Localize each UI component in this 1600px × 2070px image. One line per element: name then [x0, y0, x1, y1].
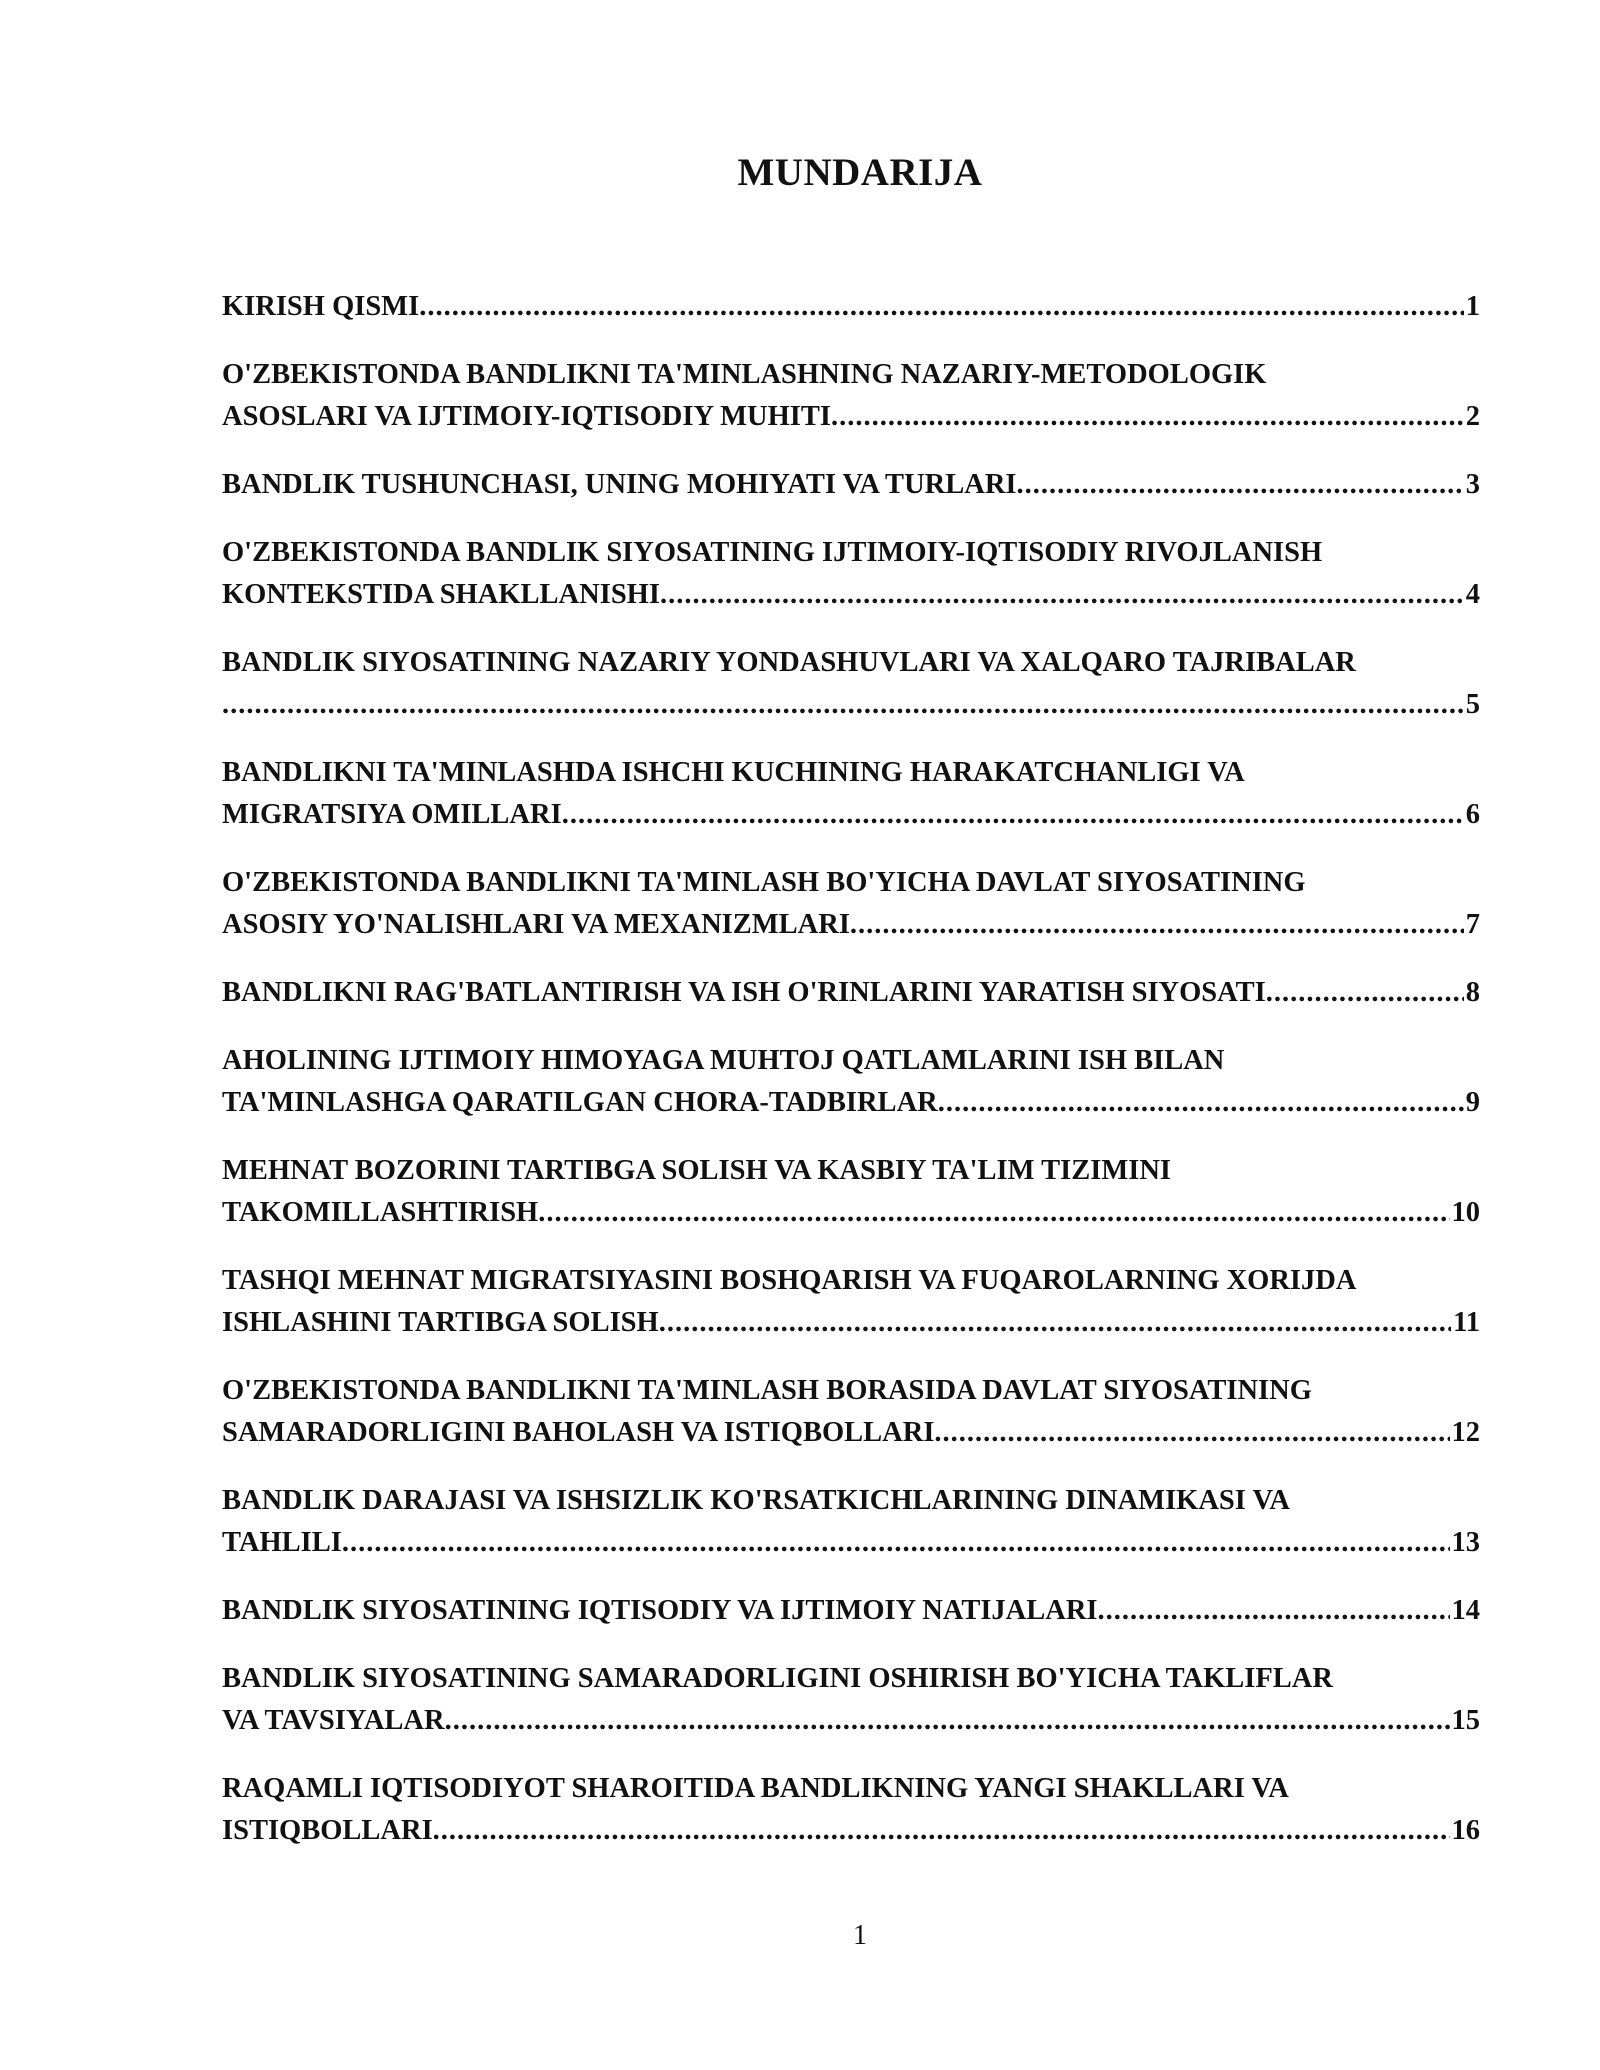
- toc-entry[interactable]: [222, 532, 1480, 616]
- toc-entry-title: TA'MINLASHGA QARATILGAN CHORA-TADBIRLAR: [222, 1087, 938, 1118]
- dot-leader: [222, 684, 1464, 726]
- toc-entry-page-number: 11: [1453, 1307, 1480, 1338]
- dot-leader: [850, 904, 1464, 946]
- dot-leader: [659, 1302, 1451, 1344]
- toc-entry-title-line: RAQAMLI IQTISODIYOT SHAROITIDA BANDLIKNING YANGI SHAKLLARI VA: [222, 1773, 1289, 1804]
- toc-entry[interactable]: [222, 1370, 1480, 1454]
- toc-entry[interactable]: [222, 1260, 1480, 1344]
- page-number: 1: [853, 1920, 867, 1951]
- toc-entry-title: BANDLIKNI RAG'BATLANTIRISH VA ISH O'RINLARINI YARATISH SIYOSATI: [222, 977, 1266, 1008]
- toc-entry-line: [222, 396, 1480, 438]
- toc-entry-page-number: 15: [1451, 1705, 1480, 1736]
- toc-entry-title: BANDLIK TUSHUNCHASI, UNING MOHIYATI VA TURLARI: [222, 469, 1017, 500]
- toc-entry-page-number: 7: [1465, 909, 1480, 940]
- toc-entry-page-number: 16: [1451, 1815, 1480, 1846]
- dot-leader: [938, 1082, 1464, 1124]
- toc-entry[interactable]: [222, 1658, 1480, 1742]
- toc-entry[interactable]: [222, 1768, 1480, 1852]
- toc-entry-line: [222, 1810, 1480, 1852]
- toc-entry-title-line: AHOLINING IJTIMOIY HIMOYAGA MUHTOJ QATLAMLARINI ISH BILAN: [222, 1045, 1225, 1076]
- toc-entry-title-line: O'ZBEKISTONDA BANDLIKNI TA'MINLASH BO'YICHA DAVLAT SIYOSATINING: [222, 867, 1306, 898]
- toc-entry-page-number: 5: [1465, 689, 1480, 720]
- toc-entry[interactable]: [222, 1150, 1480, 1234]
- toc-entry-title: ASOSLARI VA IJTIMOIY-IQTISODIY MUHITI: [222, 401, 831, 432]
- dot-leader: [342, 1522, 1450, 1564]
- toc-entry[interactable]: [222, 286, 1480, 328]
- toc-entry-title: BANDLIK SIYOSATINING IQTISODIY VA IJTIMOIY NATIJALARI: [222, 1595, 1098, 1626]
- toc-entry-page-number: 4: [1465, 579, 1480, 610]
- dot-leader: [538, 1192, 1449, 1234]
- toc-entry-title: TAKOMILLASHTIRISH: [222, 1197, 539, 1228]
- toc-entry[interactable]: [222, 1040, 1480, 1124]
- toc-entry-line: [222, 1590, 1480, 1632]
- toc-entry-page-number: 10: [1451, 1197, 1480, 1228]
- toc-entry-line: [222, 684, 1480, 726]
- toc-entry[interactable]: [222, 354, 1480, 438]
- toc-entry-page-number: 1: [1465, 291, 1480, 322]
- toc-entry-line: [222, 1700, 1480, 1742]
- page-title: MUNDARIJA: [737, 151, 983, 194]
- toc-entry-page-number: 6: [1465, 799, 1480, 830]
- toc-entry-title-line: BANDLIK DARAJASI VA ISHSIZLIK KO'RSATKICHLARINING DINAMIKASI VA: [222, 1485, 1290, 1516]
- dot-leader: [433, 1810, 1450, 1852]
- toc-entry-title-line: O'ZBEKISTONDA BANDLIKNI TA'MINLASH BORASIDA DAVLAT SIYOSATINING: [222, 1375, 1312, 1406]
- toc-entry-title-line: MEHNAT BOZORINI TARTIBGA SOLISH VA KASBIY TA'LIM TIZIMINI: [222, 1155, 1172, 1186]
- dot-leader: [1017, 464, 1464, 506]
- toc-entry-line: [222, 286, 1480, 328]
- toc-entry-line: [222, 1522, 1480, 1564]
- toc-entry-line: [222, 904, 1480, 946]
- toc-entry[interactable]: [222, 642, 1480, 726]
- toc-entry-title-line: O'ZBEKISTONDA BANDLIKNI TA'MINLASHNING NAZARIY-METODOLOGIK: [222, 359, 1267, 390]
- toc-entry-title: ASOSIY YO'NALISHLARI VA MEXANIZMLARI: [222, 909, 850, 940]
- toc-entry-title: KONTEKSTIDA SHAKLLANISHI: [222, 579, 660, 610]
- toc-entry-title-line: O'ZBEKISTONDA BANDLIK SIYOSATINING IJTIMOIY-IQTISODIY RIVOJLANISH: [222, 537, 1323, 568]
- toc-entry-line: [222, 1302, 1480, 1344]
- dot-leader: [562, 794, 1464, 836]
- table-of-contents: [222, 286, 1480, 1878]
- dot-leader: [445, 1700, 1450, 1742]
- toc-entry[interactable]: [222, 1480, 1480, 1564]
- toc-entry[interactable]: [222, 1590, 1480, 1632]
- toc-entry-line: [222, 464, 1480, 506]
- toc-entry[interactable]: [222, 464, 1480, 506]
- dot-leader: [831, 396, 1464, 438]
- toc-entry-line: [222, 972, 1480, 1014]
- toc-entry-page-number: 9: [1465, 1087, 1480, 1118]
- dot-leader: [419, 286, 1464, 328]
- toc-entry-title: ISHLASHINI TARTIBGA SOLISH: [222, 1307, 659, 1338]
- toc-entry-title: ISTIQBOLLARI: [222, 1815, 433, 1846]
- toc-entry-title-line: BANDLIK SIYOSATINING NAZARIY YONDASHUVLARI VA XALQARO TAJRIBALAR: [222, 647, 1356, 678]
- toc-entry-page-number: 13: [1451, 1527, 1480, 1558]
- dot-leader: [934, 1412, 1449, 1454]
- toc-entry-page-number: 3: [1465, 469, 1480, 500]
- dot-leader: [660, 574, 1464, 616]
- dot-leader: [1098, 1590, 1450, 1632]
- toc-entry-title-line: TASHQI MEHNAT MIGRATSIYASINI BOSHQARISH VA FUQAROLARNING XORIJDA: [222, 1265, 1357, 1296]
- toc-entry-line: [222, 1082, 1480, 1124]
- toc-entry-page-number: 8: [1465, 977, 1480, 1008]
- toc-entry-line: [222, 1192, 1480, 1234]
- toc-entry-title-line: BANDLIK SIYOSATINING SAMARADORLIGINI OSHIRISH BO'YICHA TAKLIFLAR: [222, 1663, 1333, 1694]
- toc-entry-title: TAHLILI: [222, 1527, 342, 1558]
- toc-entry-title: KIRISH QISMI: [222, 291, 420, 322]
- toc-entry-page-number: 12: [1451, 1417, 1480, 1448]
- toc-entry-page-number: 14: [1451, 1595, 1480, 1626]
- toc-entry-title: MIGRATSIYA OMILLARI: [222, 799, 562, 830]
- toc-entry-page-number: 2: [1465, 401, 1480, 432]
- toc-entry-title: VA TAVSIYALAR: [222, 1705, 445, 1736]
- toc-entry-line: [222, 1412, 1480, 1454]
- toc-entry[interactable]: [222, 972, 1480, 1014]
- toc-entry-title-line: BANDLIKNI TA'MINLASHDA ISHCHI KUCHINING HARAKATCHANLIGI VA: [222, 757, 1245, 788]
- toc-entry-line: [222, 794, 1480, 836]
- toc-entry[interactable]: [222, 752, 1480, 836]
- toc-entry-line: [222, 574, 1480, 616]
- toc-entry[interactable]: [222, 862, 1480, 946]
- toc-entry-title: SAMARADORLIGINI BAHOLASH VA ISTIQBOLLARI: [222, 1417, 935, 1448]
- dot-leader: [1266, 972, 1464, 1014]
